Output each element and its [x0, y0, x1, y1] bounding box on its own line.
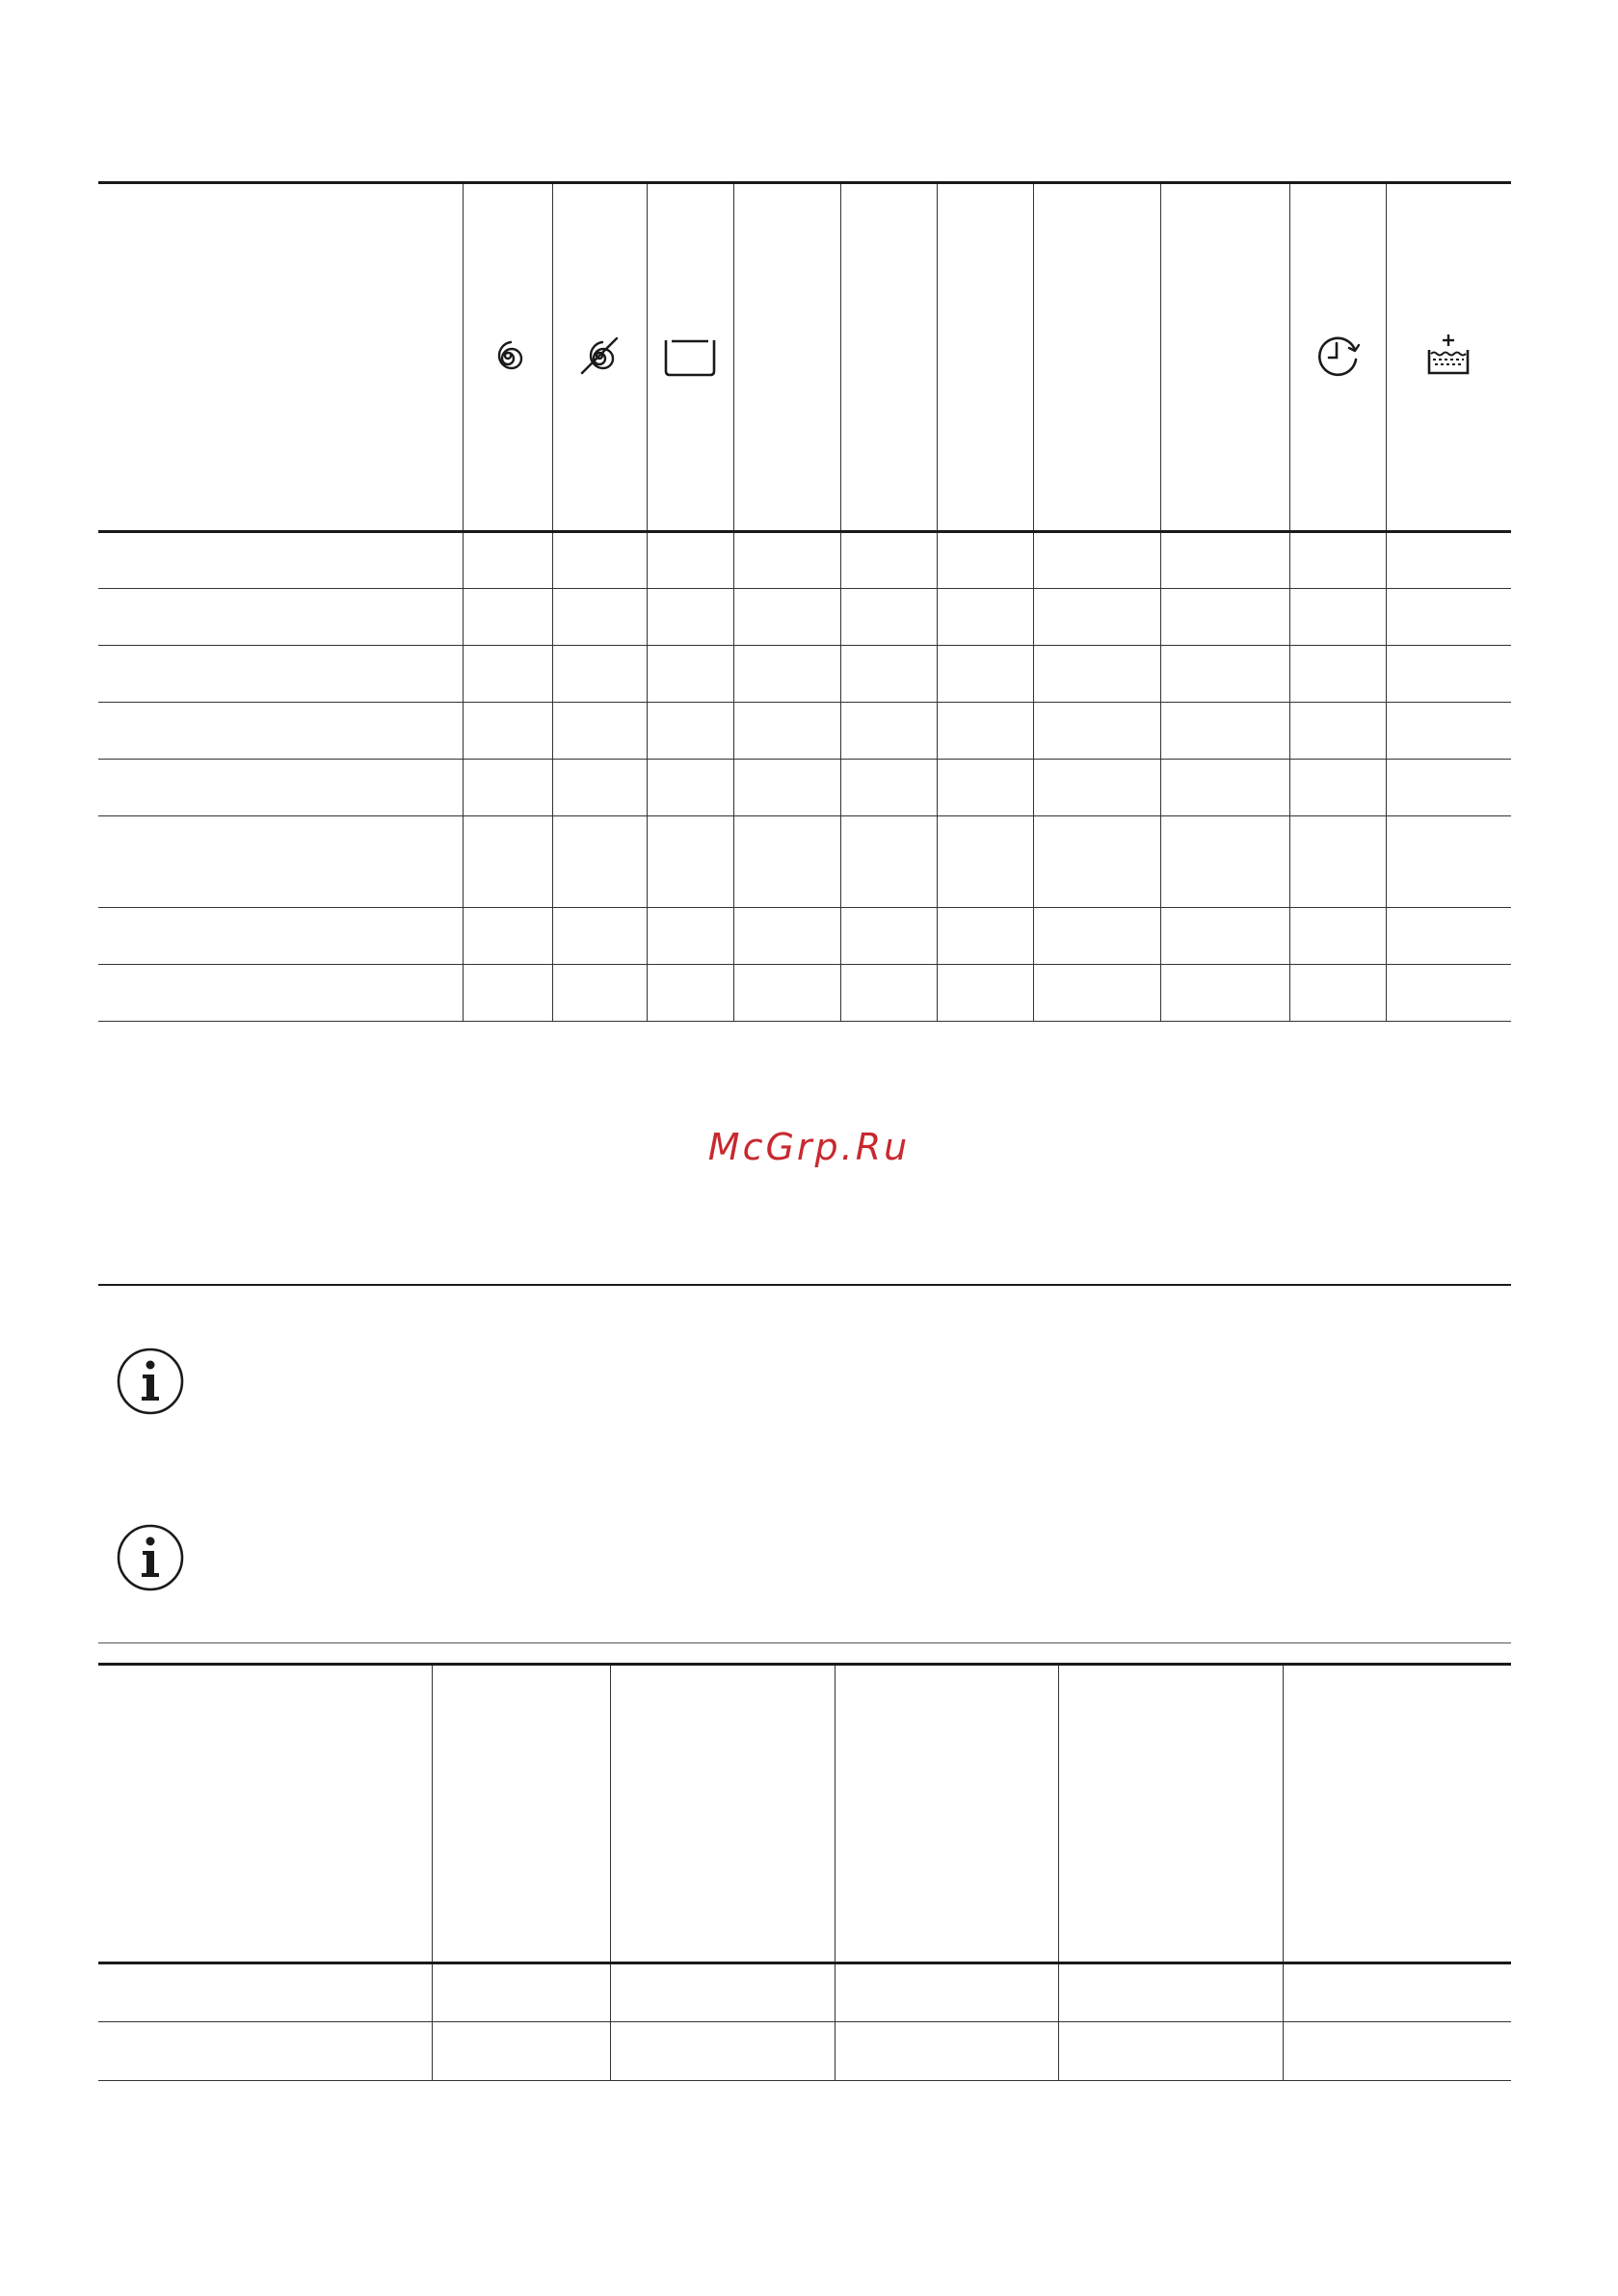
header-cell: [835, 1665, 1058, 1963]
table-row: [98, 532, 1511, 589]
header-cell: [1033, 183, 1160, 532]
header-cell: [1160, 183, 1289, 532]
table-row: [98, 2022, 1511, 2081]
watermark-text: McGrp.Ru: [707, 1126, 911, 1168]
header-cell: [937, 183, 1033, 532]
time-delay-icon: [1311, 329, 1365, 383]
table-row: [98, 646, 1511, 703]
consumption-table: [98, 1663, 1511, 2081]
section-divider: [98, 1642, 1511, 1643]
table-header-row: [98, 183, 1511, 532]
header-cell: [840, 183, 937, 532]
header-cell: [1289, 183, 1386, 532]
spiral-spin-icon: [481, 329, 535, 383]
table-row: [98, 760, 1511, 816]
info-icon: [116, 1523, 185, 1592]
extra-rinse-icon: [1421, 329, 1475, 383]
programme-table: [98, 181, 1511, 1022]
tub-icon: [662, 329, 718, 383]
header-cell: [98, 1665, 432, 1963]
header-cell: [1283, 1665, 1511, 1963]
info-icon: [116, 1347, 185, 1416]
table-row: [98, 589, 1511, 646]
header-cell: [432, 1665, 610, 1963]
table-header-row: [98, 1665, 1511, 1963]
section-divider: [98, 1284, 1511, 1286]
no-spin-icon: [572, 329, 626, 383]
table-row: [98, 703, 1511, 760]
header-cell: [733, 183, 840, 532]
header-cell: [1058, 1665, 1283, 1963]
header-cell: [647, 183, 733, 532]
header-cell: [610, 1665, 835, 1963]
header-cell: [1386, 183, 1511, 532]
table-row: [98, 965, 1511, 1022]
header-cell: [98, 183, 463, 532]
header-cell: [463, 183, 552, 532]
table-row: [98, 1963, 1511, 2022]
table-row: [98, 908, 1511, 965]
header-cell: [552, 183, 647, 532]
table-row: [98, 816, 1511, 908]
